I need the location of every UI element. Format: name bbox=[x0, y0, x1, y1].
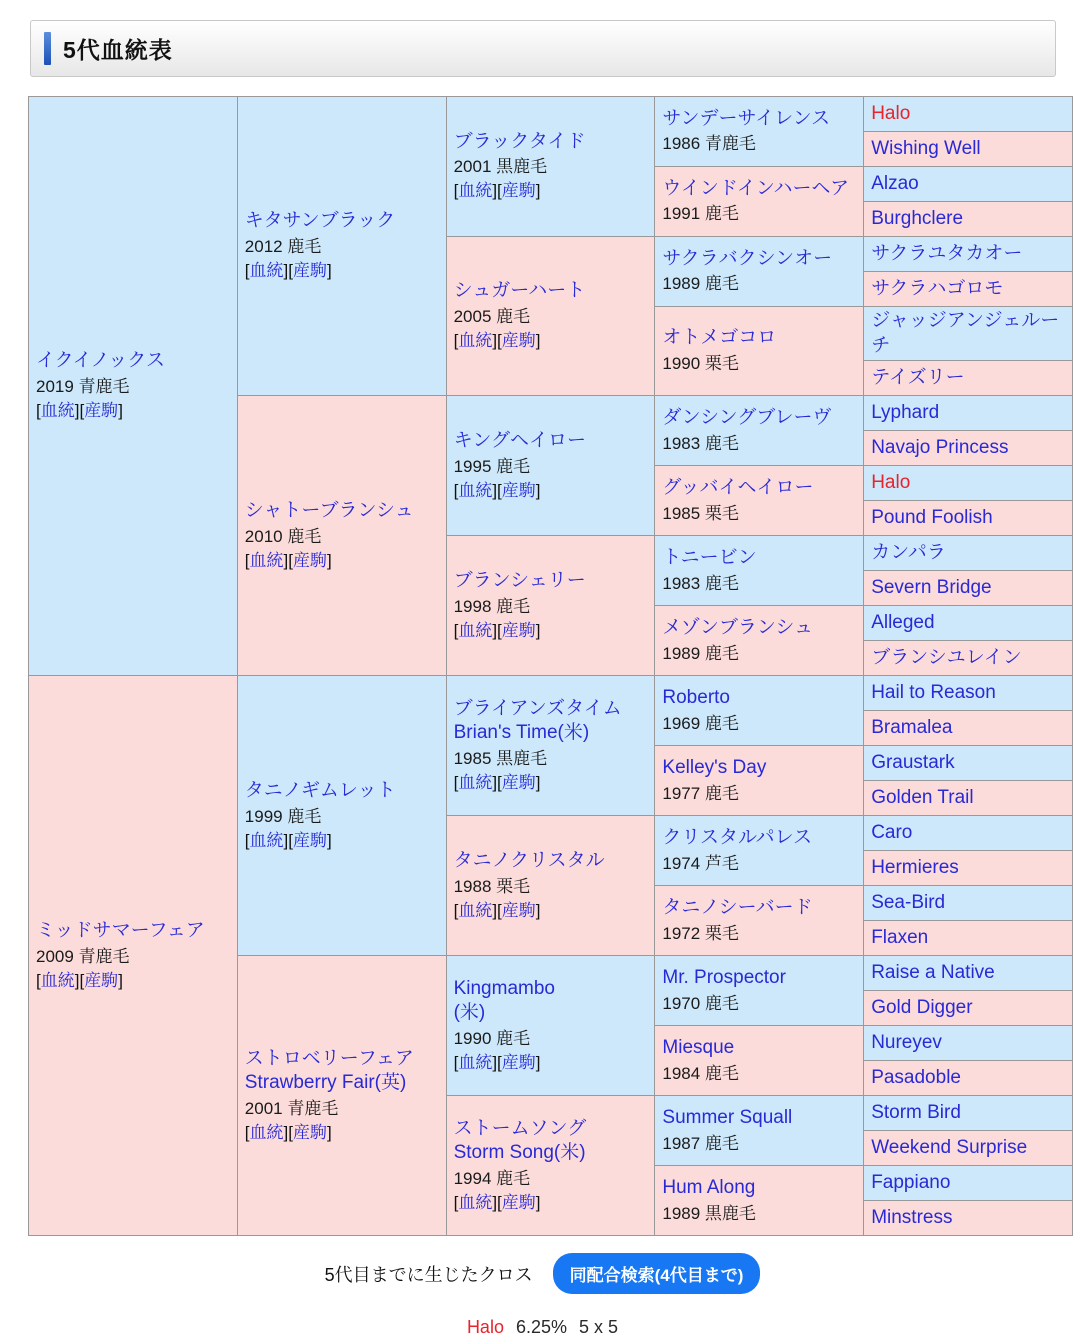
horse-name-link[interactable]: Navajo Princess bbox=[871, 437, 1009, 459]
horse-links: [血統][産駒] bbox=[36, 401, 123, 421]
bloodline-link[interactable]: 血統 bbox=[249, 830, 284, 850]
horse-year-coat: 2001 黒鹿毛 bbox=[453, 157, 548, 177]
horse-name-link[interactable]: キングヘイロー bbox=[453, 430, 587, 452]
horse-name-link[interactable]: タニノクリスタル bbox=[453, 850, 605, 872]
horse-name-link[interactable]: シャトーブランシュ bbox=[244, 500, 414, 522]
horse-name bbox=[662, 686, 856, 711]
horse-name bbox=[871, 471, 1065, 496]
horse-name-link[interactable]: Halo bbox=[871, 102, 911, 124]
horse-name-en-link[interactable]: Strawberry Fair(英) bbox=[244, 1072, 407, 1094]
horse-year-coat: 1985 黒鹿毛 bbox=[453, 749, 548, 769]
pedigree-cell bbox=[864, 1201, 1073, 1236]
horse-name bbox=[662, 406, 856, 431]
pedigree-cell bbox=[864, 641, 1073, 676]
horse-name bbox=[871, 436, 1065, 461]
horse-name bbox=[871, 172, 1065, 197]
horse-year-coat: 2009 青鹿毛 bbox=[36, 946, 130, 966]
horse-name bbox=[871, 277, 1065, 302]
horse-name bbox=[871, 401, 1065, 426]
horse-name bbox=[871, 1031, 1065, 1056]
pedigree-cell bbox=[864, 1026, 1073, 1061]
pedigree-cell bbox=[655, 1096, 864, 1166]
horse-name-link[interactable]: Burghclere bbox=[871, 207, 964, 229]
horse-year-coat: 2005 鹿毛 bbox=[453, 307, 531, 327]
horse-year-coat: 1999 鹿毛 bbox=[244, 806, 322, 826]
pedigree-cell bbox=[864, 431, 1073, 466]
pedigree-cell bbox=[864, 1166, 1073, 1201]
horse-year-coat: 1991 鹿毛 bbox=[662, 204, 739, 224]
horse-name bbox=[245, 1047, 439, 1072]
horse-name bbox=[871, 926, 1065, 951]
pedigree-cell bbox=[864, 1061, 1073, 1096]
horse-year-coat: 1977 鹿毛 bbox=[662, 783, 739, 803]
horse-name bbox=[871, 309, 1065, 358]
horse-name bbox=[454, 849, 648, 874]
pedigree-cell bbox=[864, 97, 1073, 132]
horse-name-link[interactable]: ウインドインハーヘア bbox=[662, 177, 849, 199]
horse-name-link[interactable]: Nureyev bbox=[871, 1032, 942, 1054]
horse-links: [血統][産駒] bbox=[453, 480, 541, 500]
horse-name bbox=[871, 207, 1065, 232]
offspring-link[interactable]: 産駒 bbox=[501, 480, 536, 500]
horse-name-link[interactable]: Kingmambo bbox=[453, 977, 555, 999]
horse-name bbox=[871, 716, 1065, 741]
horse-name-link[interactable]: キタサンブラック bbox=[244, 210, 396, 232]
pedigree-cell bbox=[655, 1026, 864, 1096]
pedigree-table bbox=[28, 96, 1073, 1236]
horse-links: [血統][産駒] bbox=[453, 620, 541, 640]
horse-name-link[interactable]: Hail to Reason bbox=[871, 682, 996, 704]
bloodline-link[interactable]: 血統 bbox=[458, 331, 493, 351]
horse-name bbox=[662, 826, 856, 851]
pedigree-table-row bbox=[29, 676, 1073, 711]
horse-name bbox=[871, 1101, 1065, 1126]
horse-name-link[interactable]: Mr. Prospector bbox=[662, 967, 786, 989]
cross-caption: 5代目までに生じたクロス bbox=[324, 1264, 533, 1285]
horse-name-en bbox=[454, 1001, 648, 1026]
pedigree-cell bbox=[864, 466, 1073, 501]
horse-name bbox=[662, 177, 856, 202]
horse-name bbox=[662, 966, 856, 991]
horse-links: [血統][産駒] bbox=[244, 1123, 332, 1143]
horse-name-link[interactable]: ストームソング bbox=[453, 1117, 587, 1139]
horse-name-link[interactable]: ブランシェリー bbox=[453, 570, 586, 592]
horse-name-link[interactable]: オトメゴコロ bbox=[662, 327, 777, 349]
horse-name bbox=[871, 541, 1065, 566]
pedigree-cell bbox=[29, 676, 238, 1236]
cross-pattern: 5 x 5 bbox=[579, 1317, 619, 1338]
horse-year-coat: 1983 鹿毛 bbox=[662, 433, 739, 453]
horse-name bbox=[245, 209, 439, 234]
horse-name bbox=[454, 130, 648, 155]
horse-name-link[interactable]: Lyphard bbox=[871, 402, 940, 424]
horse-name-link[interactable]: Weekend Surprise bbox=[871, 1137, 1028, 1159]
pedigree-cell bbox=[655, 237, 864, 307]
horse-name bbox=[662, 1106, 856, 1131]
horse-name-link[interactable]: ジャッジアンジェルーチ bbox=[871, 310, 1060, 356]
horse-name bbox=[454, 977, 648, 1002]
horse-name-link[interactable]: Wishing Well bbox=[871, 137, 981, 159]
horse-links: [血統][産駒] bbox=[453, 181, 541, 201]
horse-name bbox=[871, 137, 1065, 162]
pedigree-cell bbox=[864, 746, 1073, 781]
horse-year-coat: 1970 鹿毛 bbox=[662, 993, 739, 1013]
horse-name-en-link[interactable]: Brian's Time(米) bbox=[453, 722, 590, 744]
horse-name-link[interactable]: ダンシングブレーヴ bbox=[662, 407, 832, 429]
horse-name-link[interactable]: Roberto bbox=[662, 687, 730, 709]
bloodline-link[interactable]: 血統 bbox=[458, 773, 493, 793]
horse-name bbox=[871, 786, 1065, 811]
horse-year-coat: 1988 栗毛 bbox=[453, 876, 531, 896]
horse-name bbox=[662, 756, 856, 781]
horse-links: [血統][産駒] bbox=[244, 550, 332, 570]
offspring-link[interactable]: 産駒 bbox=[501, 181, 536, 201]
horse-name-en bbox=[454, 1141, 648, 1166]
cross-percent: 6.25% bbox=[515, 1317, 568, 1338]
pedigree-cell bbox=[864, 851, 1073, 886]
horse-name bbox=[662, 247, 856, 272]
pedigree-cell bbox=[237, 676, 446, 956]
pedigree-cell bbox=[655, 97, 864, 167]
horse-year-coat: 1972 栗毛 bbox=[662, 923, 739, 943]
horse-name-link[interactable]: Pound Foolish bbox=[871, 507, 993, 529]
horse-name-link[interactable]: タニノシーバード bbox=[662, 897, 813, 919]
horse-name bbox=[871, 856, 1065, 881]
horse-name-link[interactable]: Alleged bbox=[871, 612, 935, 634]
bloodline-link[interactable]: 血統 bbox=[458, 181, 493, 201]
pedigree-cell bbox=[446, 237, 655, 396]
pedigree-cell bbox=[864, 956, 1073, 991]
bloodline-link[interactable]: 血統 bbox=[458, 1053, 493, 1073]
pedigree-cell bbox=[864, 991, 1073, 1026]
horse-name bbox=[36, 919, 230, 944]
horse-name-link[interactable]: クリスタルパレス bbox=[662, 827, 813, 849]
horse-name bbox=[871, 996, 1065, 1021]
pedigree-cell bbox=[446, 676, 655, 816]
pedigree-cell bbox=[237, 396, 446, 676]
pedigree-cell bbox=[29, 97, 238, 676]
horse-name-link[interactable]: Bramalea bbox=[871, 717, 953, 739]
horse-year-coat: 1998 鹿毛 bbox=[453, 596, 531, 616]
horse-name-link[interactable]: Golden Trail bbox=[871, 787, 974, 809]
horse-name-link[interactable]: Hermieres bbox=[871, 857, 959, 879]
horse-year-coat: 1984 鹿毛 bbox=[662, 1063, 739, 1083]
offspring-link[interactable]: 産駒 bbox=[501, 900, 536, 920]
horse-year-coat: 1969 鹿毛 bbox=[662, 713, 739, 733]
horse-name-link[interactable]: ブラックタイド bbox=[453, 130, 586, 152]
horse-name bbox=[871, 506, 1065, 531]
horse-links: [血統][産駒] bbox=[36, 970, 123, 990]
horse-name-link[interactable]: ブランシユレイン bbox=[871, 647, 1022, 669]
horse-name bbox=[454, 697, 648, 722]
horse-year-coat: 2010 鹿毛 bbox=[244, 526, 322, 546]
horse-name-link[interactable]: トニービン bbox=[662, 547, 757, 569]
horse-name-link[interactable]: Flaxen bbox=[871, 927, 929, 949]
horse-name-link[interactable]: タニノギムレット bbox=[244, 780, 396, 802]
pedigree-cell bbox=[655, 606, 864, 676]
horse-name-link[interactable]: ブライアンズタイム bbox=[453, 697, 622, 719]
horse-name-link[interactable]: シュガーハート bbox=[453, 280, 586, 302]
pedigree-cell bbox=[864, 132, 1073, 167]
horse-name-link[interactable]: Storm Bird bbox=[871, 1102, 961, 1124]
horse-year-coat: 1974 芦毛 bbox=[662, 853, 739, 873]
horse-name bbox=[245, 779, 439, 804]
pedigree-cell bbox=[446, 956, 655, 1096]
horse-name bbox=[245, 499, 439, 524]
offspring-link[interactable]: 産駒 bbox=[84, 401, 119, 421]
bloodline-link[interactable]: 血統 bbox=[40, 970, 75, 990]
pedigree-table-row bbox=[29, 97, 1073, 132]
offspring-link[interactable]: 産駒 bbox=[501, 1053, 536, 1073]
horse-name bbox=[871, 1136, 1065, 1161]
pedigree-cell bbox=[237, 97, 446, 396]
pedigree-cell bbox=[655, 816, 864, 886]
bloodline-link[interactable]: 血統 bbox=[249, 261, 284, 281]
horse-links: [血統][産駒] bbox=[244, 261, 332, 281]
bloodline-link[interactable]: 血統 bbox=[40, 401, 75, 421]
horse-year-coat: 1989 黒鹿毛 bbox=[662, 1203, 756, 1223]
horse-name bbox=[662, 896, 856, 921]
horse-name-en bbox=[454, 721, 648, 746]
horse-name-link[interactable]: Halo bbox=[871, 472, 911, 494]
horse-name bbox=[871, 961, 1065, 986]
cross-row bbox=[0, 1253, 1085, 1294]
horse-name bbox=[871, 611, 1065, 636]
pedigree-cell bbox=[864, 501, 1073, 536]
horse-name-link[interactable]: Summer Squall bbox=[662, 1107, 793, 1129]
horse-name-link[interactable]: ミッドサマーフェア bbox=[36, 920, 205, 942]
pedigree-cell bbox=[864, 1131, 1073, 1166]
horse-name-link[interactable]: Miesque bbox=[662, 1037, 735, 1059]
pedigree-cell bbox=[655, 956, 864, 1026]
horse-year-coat: 1985 栗毛 bbox=[662, 503, 739, 523]
pedigree-cell bbox=[864, 921, 1073, 956]
pedigree-cell bbox=[864, 816, 1073, 851]
pedigree-cell bbox=[655, 167, 864, 237]
horse-links: [血統][産駒] bbox=[453, 900, 541, 920]
horse-name bbox=[662, 326, 856, 351]
horse-year-coat: 1994 鹿毛 bbox=[453, 1169, 531, 1189]
horse-year-coat: 1990 栗毛 bbox=[662, 354, 739, 374]
horse-name-link[interactable]: サクラバクシンオー bbox=[662, 247, 833, 269]
horse-links: [血統][産駒] bbox=[244, 830, 332, 850]
same-mating-search-button[interactable]: 同配合検索(4代目まで) bbox=[553, 1253, 761, 1294]
bloodline-link[interactable]: 血統 bbox=[249, 550, 284, 570]
offspring-link[interactable]: 産駒 bbox=[501, 620, 536, 640]
pedigree-cell bbox=[655, 307, 864, 396]
horse-year-coat: 1983 鹿毛 bbox=[662, 573, 739, 593]
horse-links: [血統][産駒] bbox=[453, 1193, 541, 1213]
bloodline-link[interactable]: 血統 bbox=[249, 1123, 284, 1143]
horse-name bbox=[871, 366, 1065, 391]
horse-name-link[interactable]: Severn Bridge bbox=[871, 577, 992, 599]
pedigree-cell bbox=[864, 571, 1073, 606]
horse-name-link[interactable]: イクイノックス bbox=[36, 350, 166, 372]
horse-name bbox=[36, 349, 230, 374]
horse-name bbox=[871, 1171, 1065, 1196]
horse-year-coat: 1986 青鹿毛 bbox=[662, 134, 756, 154]
horse-name-link[interactable]: Kelley's Day bbox=[662, 757, 767, 779]
horse-year-coat: 1989 鹿毛 bbox=[662, 274, 739, 294]
horse-name bbox=[871, 576, 1065, 601]
offspring-link[interactable]: 産駒 bbox=[501, 773, 536, 793]
section-header bbox=[30, 20, 1056, 77]
horse-name-link[interactable]: グッバイヘイロー bbox=[662, 477, 814, 499]
pedigree-cell bbox=[446, 1096, 655, 1236]
horse-name bbox=[871, 821, 1065, 846]
horse-name bbox=[662, 546, 856, 571]
cross-horse-name-link[interactable]: Halo bbox=[466, 1317, 504, 1338]
horse-name-link[interactable]: Caro bbox=[871, 822, 913, 844]
pedigree-cell bbox=[446, 816, 655, 956]
horse-name-link[interactable]: Fappiano bbox=[871, 1172, 951, 1194]
horse-name bbox=[662, 616, 856, 641]
horse-name bbox=[454, 569, 648, 594]
horse-name-link[interactable]: Hum Along bbox=[662, 1177, 756, 1199]
pedigree-cell bbox=[864, 781, 1073, 816]
bloodline-link[interactable]: 血統 bbox=[458, 480, 493, 500]
pedigree-cell bbox=[237, 956, 446, 1236]
bloodline-link[interactable]: 血統 bbox=[458, 620, 493, 640]
horse-name bbox=[662, 1176, 856, 1201]
horse-name-en-link[interactable]: Storm Song(米) bbox=[453, 1142, 586, 1164]
pedigree-cell bbox=[864, 606, 1073, 641]
pedigree-cell bbox=[446, 536, 655, 676]
horse-year-coat: 2001 青鹿毛 bbox=[244, 1099, 339, 1119]
pedigree-cell bbox=[655, 676, 864, 746]
pedigree-cell bbox=[864, 536, 1073, 571]
horse-year-coat: 2019 青鹿毛 bbox=[36, 377, 130, 397]
pedigree-cell bbox=[655, 466, 864, 536]
horse-name bbox=[871, 646, 1065, 671]
horse-year-coat: 1990 鹿毛 bbox=[453, 1029, 531, 1049]
horse-name-link[interactable]: Minstress bbox=[871, 1207, 953, 1229]
horse-links: [血統][産駒] bbox=[453, 773, 541, 793]
horse-name-link[interactable]: Pasadoble bbox=[871, 1067, 961, 1089]
horse-name bbox=[871, 242, 1065, 267]
pedigree-cell bbox=[864, 202, 1073, 237]
pedigree-cell bbox=[864, 676, 1073, 711]
horse-links: [血統][産駒] bbox=[453, 331, 541, 351]
horse-links: [血統][産駒] bbox=[453, 1053, 541, 1073]
horse-name bbox=[871, 751, 1065, 776]
page-title: 5代血統表 bbox=[63, 37, 173, 63]
horse-name bbox=[662, 1036, 856, 1061]
pedigree-cell bbox=[864, 272, 1073, 307]
horse-name bbox=[454, 279, 648, 304]
pedigree-cell bbox=[446, 97, 655, 237]
pedigree-cell bbox=[655, 886, 864, 956]
horse-name-link[interactable]: Sea-Bird bbox=[871, 892, 946, 914]
offspring-link[interactable]: 産駒 bbox=[84, 970, 119, 990]
pedigree-cell bbox=[864, 886, 1073, 921]
bloodline-link[interactable]: 血統 bbox=[458, 900, 493, 920]
horse-name bbox=[662, 107, 856, 132]
horse-name bbox=[454, 1117, 648, 1142]
horse-name bbox=[871, 681, 1065, 706]
pedigree-cell bbox=[655, 536, 864, 606]
horse-name-link[interactable]: Raise a Native bbox=[871, 962, 995, 984]
offspring-link[interactable]: 産駒 bbox=[501, 1193, 536, 1213]
horse-name-link[interactable]: Gold Digger bbox=[871, 997, 973, 1019]
horse-name bbox=[871, 891, 1065, 916]
pedigree-cell bbox=[864, 1096, 1073, 1131]
title-accent-bar-icon bbox=[44, 32, 51, 65]
pedigree-cell bbox=[864, 237, 1073, 272]
offspring-link[interactable]: 産駒 bbox=[292, 830, 327, 850]
horse-name-link[interactable]: テイズリー bbox=[871, 367, 965, 389]
horse-name bbox=[662, 476, 856, 501]
pedigree-cell bbox=[864, 711, 1073, 746]
bloodline-link[interactable]: 血統 bbox=[458, 1193, 493, 1213]
horse-name-link[interactable]: Alzao bbox=[871, 172, 919, 194]
horse-year-coat: 1989 鹿毛 bbox=[662, 643, 739, 663]
horse-year-coat: 2012 鹿毛 bbox=[244, 237, 322, 257]
pedigree-cell bbox=[655, 396, 864, 466]
cross-result bbox=[0, 1317, 1085, 1338]
horse-name bbox=[871, 102, 1065, 127]
horse-name-link[interactable]: Graustark bbox=[871, 752, 955, 774]
horse-name-en-link[interactable]: (米) bbox=[453, 1002, 486, 1024]
pedigree-cell bbox=[864, 307, 1073, 361]
horse-name-link[interactable]: メゾンブランシュ bbox=[662, 617, 813, 639]
horse-name-en bbox=[245, 1071, 439, 1096]
horse-name bbox=[454, 429, 648, 454]
pedigree-cell bbox=[864, 167, 1073, 202]
pedigree-cell bbox=[864, 396, 1073, 431]
horse-name bbox=[871, 1066, 1065, 1091]
horse-name-link[interactable]: ストロベリーフェア bbox=[244, 1047, 414, 1069]
pedigree-cell bbox=[655, 746, 864, 816]
pedigree-cell bbox=[446, 396, 655, 536]
horse-name bbox=[871, 1206, 1065, 1231]
horse-name-link[interactable]: サクラハゴロモ bbox=[871, 277, 1004, 299]
horse-name-link[interactable]: サンデーサイレンス bbox=[662, 107, 831, 129]
offspring-link[interactable]: 産駒 bbox=[501, 331, 536, 351]
horse-name-link[interactable]: サクラユタカオー bbox=[871, 242, 1023, 264]
horse-name-link[interactable]: カンパラ bbox=[871, 542, 946, 564]
offspring-link[interactable]: 産駒 bbox=[292, 550, 327, 570]
offspring-link[interactable]: 産駒 bbox=[292, 1123, 327, 1143]
horse-year-coat: 1987 鹿毛 bbox=[662, 1133, 739, 1153]
pedigree-cell bbox=[864, 361, 1073, 396]
offspring-link[interactable]: 産駒 bbox=[292, 261, 327, 281]
horse-year-coat: 1995 鹿毛 bbox=[453, 456, 531, 476]
